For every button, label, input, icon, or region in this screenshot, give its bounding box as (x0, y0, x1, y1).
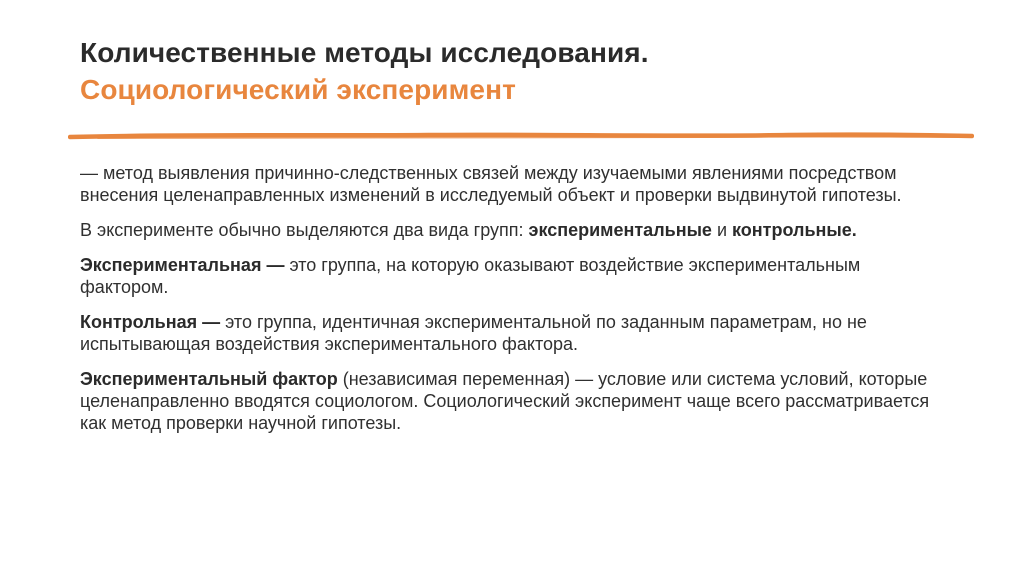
experimental-factor-term: Экспериментальный фактор (80, 369, 338, 389)
experimental-factor-text: (независимая переменная) — условие или система условий, которые целенаправленно вводятся социологом. Социологический эксперимент чаще всего рассматривается как метод проверки научной гипотезы. (80, 369, 930, 433)
groups-intro: В эксперименте обычно выделяются два вида групп: (80, 220, 529, 240)
groups-paragraph (80, 219, 940, 241)
control-group-paragraph (80, 311, 940, 355)
slide-title (80, 34, 960, 108)
definition-text: — метод выявления причинно-следственных связей между изучаемыми явлениями посредством внесения целенаправленных изменений в исследуемый объект и проверки выдвинутой гипотезы. (80, 163, 902, 205)
groups-control: контрольные. (732, 220, 857, 240)
groups-conjunction: и (711, 220, 733, 240)
experimental-group-text: это группа, на которую оказывают воздействие экспериментальным фактором. (80, 255, 861, 297)
definition-paragraph (80, 162, 940, 206)
title-main: Количественные методы исследования. (80, 37, 649, 68)
experimental-group-paragraph (80, 254, 940, 298)
experimental-group-term: Экспериментальная — (80, 255, 285, 275)
control-group-term: Контрольная — (80, 312, 221, 332)
brush-divider (68, 128, 974, 144)
experimental-factor-paragraph (80, 368, 940, 434)
title-subtitle: Социологический эксперимент (80, 74, 516, 105)
slide-body (80, 162, 940, 447)
groups-experimental: экспериментальные (528, 220, 712, 240)
control-group-text: это группа, идентичная экспериментальной по заданным параметрам, но не испытывающая воздействия экспериментального фактора. (80, 312, 867, 354)
